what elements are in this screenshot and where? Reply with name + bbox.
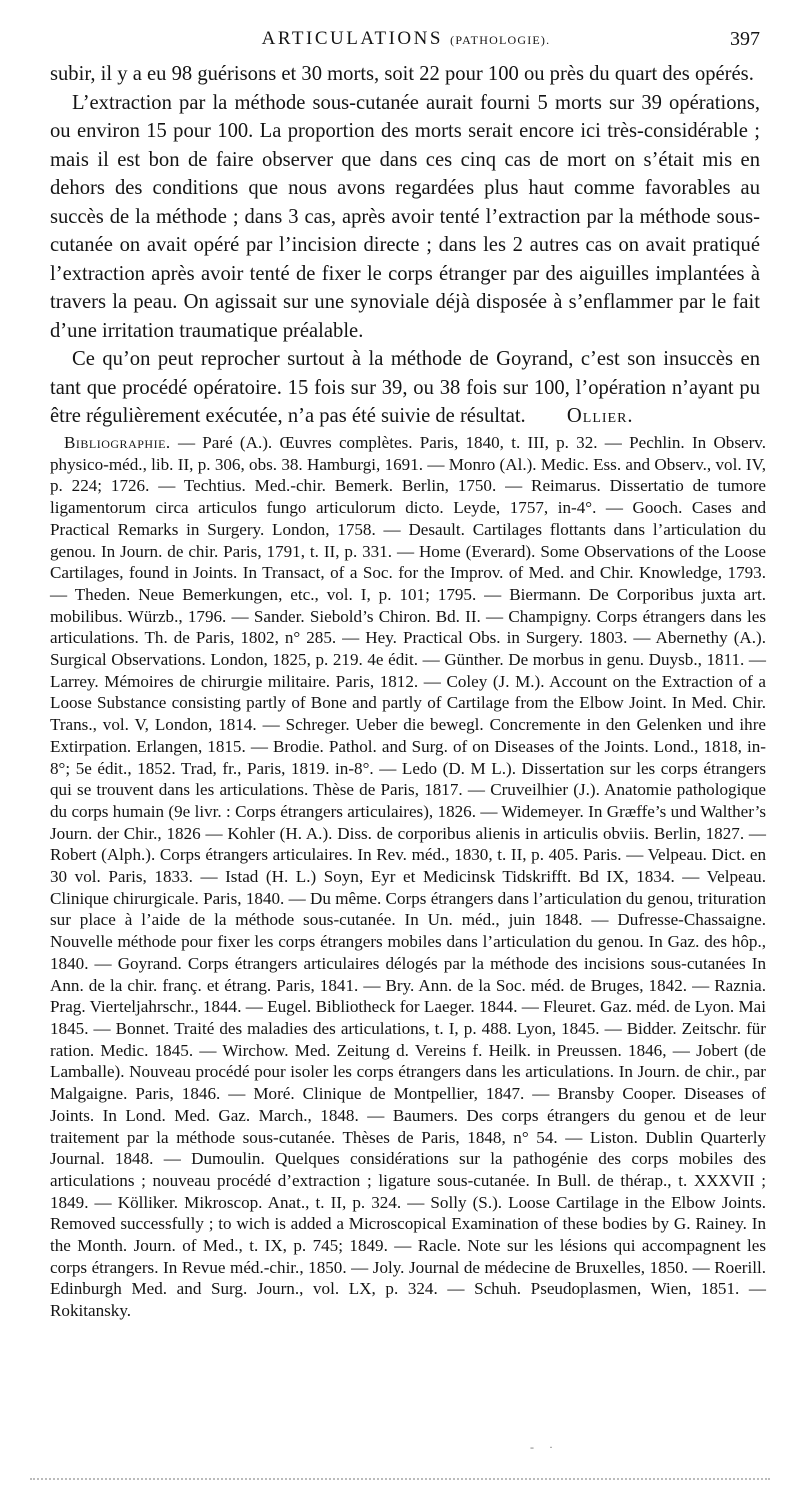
paragraph-3-text: Ce qu’on peut reprocher surtout à la méthode de Goyrand, c’est son insuccès en tant que procédé opératoire. 15 fois sur 39, ou 38 fois sur 100, l’opération n’ayant pu être régulièrement exécutée, n’a pas été suivie de résultat. (50, 348, 760, 427)
main-text (50, 60, 760, 431)
paragraph-2: L’extraction par la méthode sous-cutanée aurait fourni 5 morts sur 39 opérations, ou environ 15 pour 100. La proportion des morts serait encore ici très-considérable ; mais il est bon de faire observer que dans ces cinq cas de mort on s’était mis en dehors des conditions que nous avons regardées plus haut comme favorables au succès de la méthode ; dans 3 cas, après avoir tenté l’extraction par la méthode sous-cutanée on avait opéré par l’incision directe ; dans les 2 autres cas on avait pratiqué l’extraction après avoir tenté de fixer le corps étranger par des aiguilles implantées à travers la peau. On agissait sur une synoviale déjà disposée à s’enflammer par le fait d’une irritation traumatique préalable. (50, 91, 760, 342)
running-title-section: (PATHOLOGIE). (450, 33, 551, 47)
bibliography-text: — Paré (A.). Œuvres complètes. Paris, 1840, t. III, p. 32. — Pechlin. In Observ. physico-méd., lib. II, p. 306, obs. 38. Hamburgi, 1691. — Monro (Al.). Medic. Ess. and Observ., vol. IV, p. 224; 1726. — Techtius. Med.-chir. Bemerk. Berlin, 1750. — Reimarus. Dissertatio de tumore ligamentorum circa articulos fungo articulorum dicto. Leyde, 1757, in-4°. — Gooch. Cases and Practical Remarks in Surgery. London, 1758. — Desault. Cartilages flottants dans l’articulation du genou. In Journ. de chir. Paris, 1791, t. II, p. 331. — Home (Everard). Some Observations of the Loose Cartilages, found in Joints. In Transact, of a Soc. for the Improv. of Med. and Chir. Knowledge, 1793. — Theden. Neue Bemerkungen, etc., vol. I, p. 101; 1795. — Biermann. De Corporibus juxta art. mobilibus. Würzb., 1796. — Sander. Siebold’s Chiron. Bd. II. — Champigny. Corps étrangers dans les articulations. Th. de Paris, 1802, n° 285. — Hey. Practical Obs. in Surgery. 1803. — Abernethy (A.). Surgical Observations. London, 1825, p. 219. 4e édit. — Günther. De morbus in genu. Duysb., 1811. — Larrey. Mémoires de chirurgie militaire. Paris, 1812. — Coley (J. M.). Account on the Extraction of a Loose Substance consisting partly of Bone and partly of Cartilage from the Elbow Joint. In Med. Chir. Trans., vol. V, London, 1814. — Schreger. Ueber die bewegl. Concremente in den Gelenken und ihre Extirpation. Erlangen, 1815. — Brodie. Pathol. and Surg. of on Diseases of the Joints. Lond., 1818, in-8°; 5e édit., 1852. Trad, fr., Paris, 1819. in-8°. — Ledo (D. M L.). Dissertation sur les corps étrangers qui se trouvent dans les articulations. Thèse de Paris, 1817. — Cruveilhier (J.). Anatomie pathologique du corps humain (9e livr. : Corps étrangers articulaires), 1826. — Widemeyer. In Græffe’s und Walther’s Journ. der Chir., 1826 — Kohler (H. A.). Diss. de corporibus alienis in articulis obviis. Berlin, 1827. — Robert (Alph.). Corps étrangers articulaires. In Rev. méd., 1830, t. II, p. 405. Paris. — Velpeau. Dict. en 30 vol. Paris, 1833. — Istad (H. L.) Soyn, Eyr et Medicinsk Tidskrifft. Bd IX, 1834. — Velpeau. Clinique chirurgicale. Paris, 1840. — Du même. Corps étrangers dans l’articulation du genou, trituration sur place à l’aide de la méthode sous-cutanée. In Un. méd., juin 1848. — Dufresse-Chassaigne. Nouvelle méthode pour fixer les corps étrangers mobiles dans l’articulation du genou. In Gaz. des hôp., 1840. — Goyrand. Corps étrangers articulaires délogés par la méthode des incisions sous-cutanées In Ann. de la chir. franç. et étrang. Paris, 1841. — Bry. Ann. de la Soc. méd. de Bruges, 1842. — Raznia. Prag. Vierteljahrschr., 1844. — Eugel. Bibliotheck for Laeger. 1844. — Fleuret. Gaz. méd. de Lyon. Mai 1845. — Bonnet. Traité des maladies des articulations, t. I, p. 488. Lyon, 1845. — Bidder. Zeitschr. für ration. Medic. 1845. — Wirchow. Med. Zeitung d. Vereins f. Heilk. in Preussen. 1846, — Jobert (de Lamballe). Nouveau procédé pour isoler les corps étrangers dans les articulations. In Journ. de chir., par Malgaigne. Paris, 1846. — Moré. Clinique de Montpellier, 1847. — Bransby Cooper. Diseases of Joints. In Lond. Med. Gaz. March., 1848. — Baumers. Des corps étrangers du genou et de leur traitement par la méthode sous-cutanée. Thèses de Paris, 1848, n° 54. — Liston. Dublin Quarterly Journal. 1848. — Dumoulin. Quelques considérations sur la pathogénie des corps mobiles des articulations ; nouveau procédé d’extraction ; ligature sous-cutanée. In Bull. de thérap., t. XXXVII ; 1849. — Kölliker. Mikroscop. Anat., t. II, p. 324. — Solly (S.). Loose Cartilage in the Elbow Joints. Removed successfully ; to wich is added a Microscopical Examination of these bodies by G. Rainey. In the Month. Journ. of Med., t. IX, p. 745; 1849. — Racle. Note sur les lésions qui accompagnent les corps étrangers. In Revue méd.-chir., 1850. — Joly. Journal de médecine de Bruxelles, 1850. — Roerill. Edinburgh Med. and Surg. Journ., vol. LX, p. 324. — Schuh. Pseudoplasmen, Wien, 1851. — Rokitansky. (50, 433, 766, 1321)
paragraph-1: subir, il y a eu 98 guérisons et 30 morts, soit 22 pour 100 ou près du quart des opérés. (50, 63, 754, 85)
running-title-main: ARTICULATIONS (261, 28, 443, 49)
running-header (52, 28, 760, 56)
running-title (52, 28, 760, 50)
bibliography-label: Bibliographie. (64, 433, 171, 452)
paragraph-3 (50, 345, 760, 431)
page-number: 397 (730, 28, 760, 50)
bibliography (50, 432, 766, 1322)
stray-marks: - · (530, 1440, 559, 1454)
bottom-dotted-rule (30, 1478, 770, 1482)
author-signature: Ollier. (566, 405, 634, 427)
bibliography-paragraph (50, 432, 766, 1322)
